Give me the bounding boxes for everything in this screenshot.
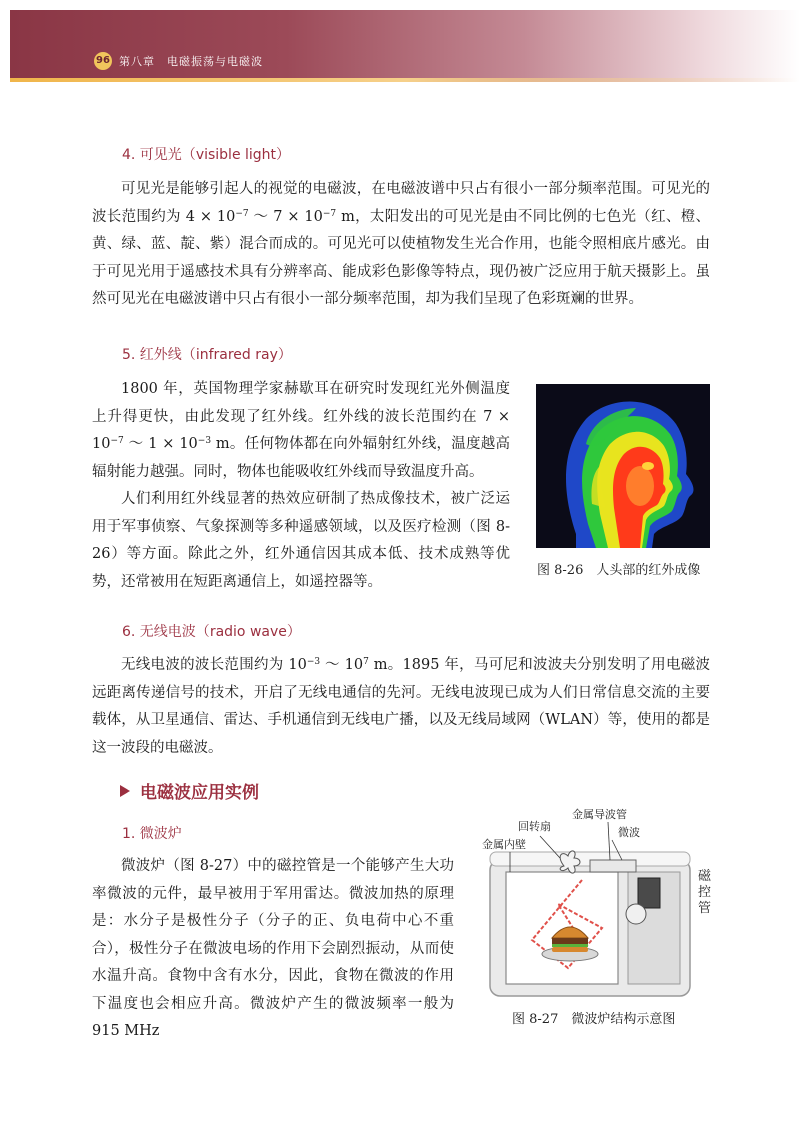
label-inner-wall: 金属内壁 [482, 838, 526, 851]
label-magnetron-1: 磁 [698, 869, 712, 884]
burger-lettuce [552, 944, 588, 947]
radio-wave-paragraph: 无线电波的波长范围约为 $10^{-3}$ ～ $10^7$ m。1895 年，马可尼和波波夫分别发明了用电磁波远距离传递信号的技术，开启了无线电通信的先河。无线电波现已成为人们日常信息交流的主要载体，从卫星通信、雷达、手机通信到无线电广播，以及无线局域网（WLAN）等，使用的都是这一波段的电磁波。 [92, 657, 711, 756]
magnetron-fan [626, 904, 646, 924]
visible-light-paragraph: 可见光是能够引起人的视觉的电磁波，在电磁波谱中只占有很小一部分频率范围。可见光的波长范围约为 $4 \times 10^{-7}$ ～ $7 \times 10^{-7}$ m，太阳发出的可见光是由不同比例的七色光（红、橙、黄、绿、蓝、靛、紫）混合而成的。可见光可以使植物发生光合作用，也能令照相底片感光。由于可见光用于遥感技术具有分辨率高、能成彩色影像等特点，现仍被广泛应用于航天摄影上。虽然可见光在电磁波谱中只占有很小一部分频率范围，却为我们呈现了色彩斑斓的世界。 [92, 181, 711, 307]
label-magnetron-3: 管 [698, 901, 712, 916]
label-magnetron-2: 控 [698, 885, 712, 900]
waveguide [590, 860, 636, 872]
visible-light-heading: 4. 可见光（visible light） [122, 147, 291, 163]
page-number: 96 [94, 52, 112, 70]
infrared-heading: 5. 红外线（infrared ray） [122, 347, 292, 363]
applications-section-title: 电磁波应用实例 [120, 778, 259, 803]
microwave-oven-diagram [472, 808, 722, 1003]
figure-8-27-caption: 图 8-27 微波炉结构示意图 [512, 1012, 676, 1027]
label-waveguide: 金属导波管 [572, 808, 627, 821]
figure-8-26-caption: 图 8-26 人头部的红外成像 [537, 563, 701, 578]
magnetron [638, 878, 660, 908]
burger-bun-bottom [552, 947, 588, 952]
label-microwave: 微波 [618, 826, 640, 839]
label-fan: 回转扇 [518, 820, 551, 833]
burger-patty [552, 938, 588, 944]
thermal-head-image [536, 384, 710, 548]
header-band [10, 10, 800, 82]
microwave-heading: 1. 微波炉 [122, 826, 182, 842]
infrared-paragraphs: 1800 年，英国物理学家赫歇耳在研究时发现红光外侧温度上升得更快，由此发现了红外线。红外线的波长范围约在 $7 \times 10^{-7}$ ～ $1 \times 10^{-3}$ m。任何物体都在向外辐射红外线，温度越高辐射能力越强。同时，物体也能吸收红外线而导致温度升高。 人们利用红外线显著的热效应研制了热成像技术，被广泛运用于军事侦察、气象探测等多种遥感领域，以及医疗检测（图 8-26）等方面。除此之外，红外通信因其成本低、技术成熟等优势，还常被用在短距离通信上，如遥控器等。 [92, 381, 511, 590]
triangle-marker-icon [120, 785, 130, 797]
chapter-title: 第八章 电磁振荡与电磁波 [119, 55, 263, 68]
radio-wave-heading: 6. 无线电波（radio wave） [122, 624, 301, 640]
microwave-paragraph: 微波炉（图 8-27）中的磁控管是一个能够产生大功率微波的元件，最早被用于军用雷达。微波加热的原理是：水分子是极性分子（分子的正、负电荷中心不重合），极性分子在微波电场的作用下会剧烈振动，从而使水温升高。食物中含有水分，因此，食物在微波的作用下温度也会相应升高。微波炉产生的微波频率一般为 915 MHz [92, 858, 454, 1039]
